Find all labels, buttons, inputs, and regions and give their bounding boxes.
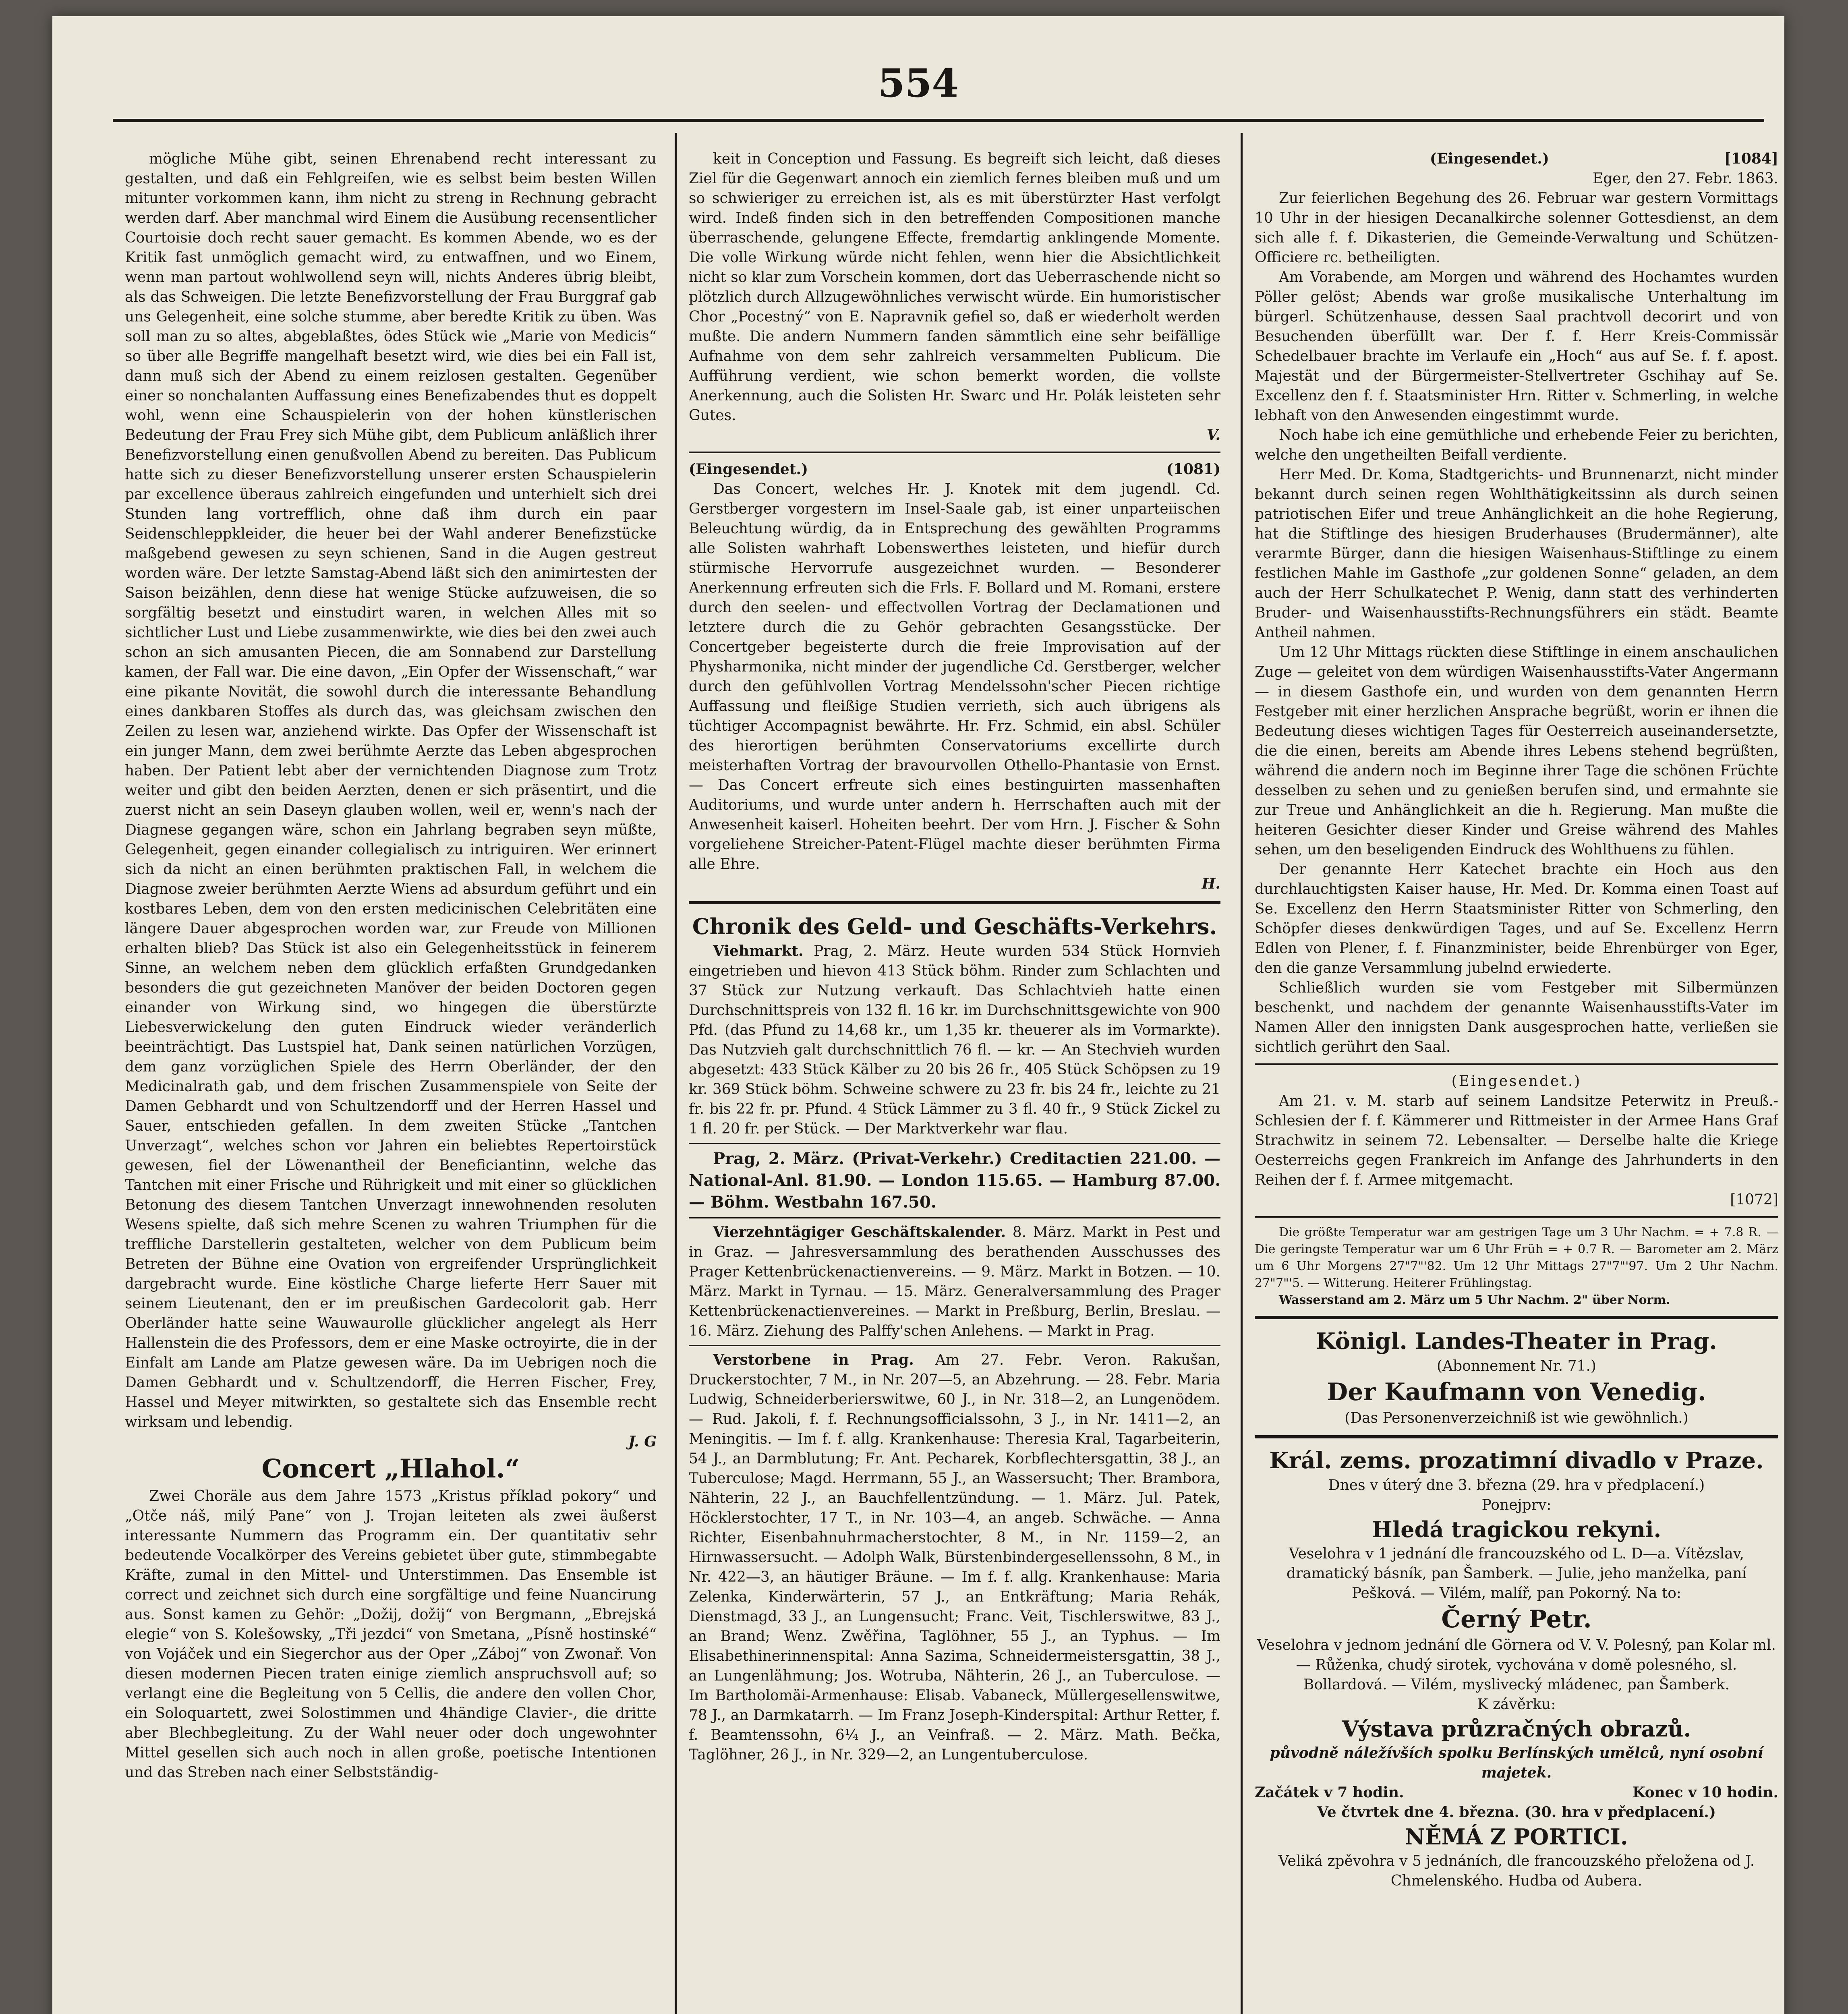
theatre-2-desc-2: Veselohra v jednom jednání dle Görnera od V. V. Polesný, pan Kolar ml. — Růženka, chudý sirotek, vychována v domě polesného, sl. Bollardová. — Vilém, myslivecký mládenec, pan Šamberk. [1257,1637,1776,1693]
knotek-concert-text: Das Concert, welches Hr. J. Knotek mit dem jugendl. Cd. Gerstberger vorgestern im Insel-Saale gab, ist einer unparteiischen Beleuchtung würdig, da in Entsprechung des gewählten Programms alle Solisten wahrhaft Lobenswerthes leisteten, und hiefür durch stürmische Hervorrufe ausgezeichnet wurden. — Besonderer Anerkennung erfreuten sich die Frls. F. Bollard und M. Romani, erstere durch den seelen- und effectvollen Vortrag der Declamationen und letztere durch die zu Gehör gebrachten Gesangsstücke. Der Concertgeber begeisterte durch die freie Improvisation auf der Physharmonika, nicht minder der jugendliche Cd. Gerstberger, welcher durch den gefühlvollen Vortrag Mendelssohn'scher Piecen richtige Auffassung und fleißige Studien verrieth, sich auch übrigens als tüchtiger Accompagnist bewährte. Hr. Frz. Schmid, ein absl. Schüler des hierortigen berühmten Conservatoriums excellirte durch meisterhaften Vortrag der bravourvollen Othello-Phantasie von Ernst. — Das Concert erfreute sich eines bestinguirten massenhaften Auditoriums, und wurde unter andern h. Herrschaften auch mit der Anwesenheit kaiserl. Hoheiten beehrt. Der vom Hrn. J. Fischer & Sohn vorgeliehene Streicher-Patent-Flügel machte dieser berühmten Firma alle Ehre. [689,481,1220,872]
theatre-2-puvodne: původně náležívších spolku Berlínských umělců, nyní osobní majetek. [1270,1745,1763,1781]
theatre-review-text: mögliche Mühe gibt, seinen Ehrenabend recht interessant zu gestalten, und daß ein Fehlgreifen, wie es selbst beim besten Willen mitunter vorkommen kann, ihm nicht zu streng in Rechnung gebracht werden darf. Aber manchmal wird Einem die Ausübung recensentlicher Courtoisie doch recht sauer gemacht. Es kommen Abende, wo es der Kritik fast unmöglich gemacht wird, zu entwaffnen, und wo Einem, wenn man partout wohlwollend seyn will, nichts Anderes übrig bleibt, als das Schweigen. Die letzte Benefizvorstellung der Frau Burggraf gab uns Gelegenheit, eine solche stumme, aber beredte Kritik zu üben. Was soll man zu so altes, abgeblaßtes, ödes Stück wie „Marie von Medicis“ so über alle Begriffe mangelhaft besetzt wird, wie dies bei ein Fall ist, dann muß sich der Abend zu einem reizlosen gestalten. Gegenüber einer so nonchalanten Auffassung eines Benefizabendes thut es doppelt wohl, wenn eine Schauspielerin von der hohen künstlerischen Bedeutung der Frau Frey sich Mühe gibt, dem Publicum anläßlich ihrer Benefizvorstellung einen genußvollen Abend zu bereiten. Das Publicum hatte sich zu dieser Benefizvorstellung unserer ersten Schauspielerin par excellence überaus zahlreich eingefunden und unterhielt sich drei Stunden lang vortrefflich, ohne daß ihm durch ein paar Seidenschleppkleider, die heuer bei der Wahl anderer Benefizstücke maßgebend gewesen zu seyn schienen, Sand in die Augen gestreut worden wäre. Der letzte Samstag-Abend läßt sich den animirtesten der Saison beizählen, denn diese hat wenige Stücke aufzuweisen, die so sorgfältig besetzt und einstudirt waren, in welchen Alles mit so sichtlicher Lust und Liebe zusammenwirkte, wie dies bei den zwei auch schon an sich amusanten Piecen, die am Sonnabend zur Darstellung kamen, der Fall war. Die eine davon, „Ein Opfer der Wissenschaft,“ war eine pikante Novität, die sowohl durch die interessante Behandlung eines dankbaren Stoffes als durch das, was gleichsam zwischen den Zeilen zu lesen war, anziehend wirkte. Das Opfer der Wissenschaft ist ein junger Mann, dem zwei berühmte Aerzte das Leben abgesprochen haben. Der Patient lebt aber der vernichtenden Diagnose zum Trotz weiter und gibt den beiden Aerzten, denen er sich präsentirt, und die zuerst nicht an sein Daseyn glauben wollen, weil er, wenn's nach der Diagnese gegangen wäre, schon ein Jahrlang begraben seyn müßte, Gelegenheit, gegen einander collegialisch zu intriguiren. Wer erinnert sich da nicht an einen berühmten praktischen Fall, in welchem die Diagnose zweier berühmten Aerzte Wiens ad absurdum geführt und ein kostbares Leben, dem von den ersten medicinischen Celebritäten eine längere Dauer abgesprochen worden war, zur Freude von Millionen erhalten blieb? Das Stück ist also ein Gelegenheitsstück in feinerem Sinne, an welchem neben dem glücklich erfaßten Grundgedanken besonders die gut gezeichneten Manöver der beiden Doctoren gegen einander von Wirkung sind, wo hingegen die überstürzte Liebesverwickelung den guten Eindruck wieder veränderlich beeinträchtigt. Das Lustspiel hat, Dank seinen natürlichen Vorzügen, dem ganz vorzüglichen Spiele des Herrn Oberländer, der den Medicinalrath gab, und dem frischen Zusammenspiele von Seite der Damen Gebhardt und von Schultzendorff und der Herren Hassel und Sauer, entschieden gefallen. In dem zweiten Stücke „Tantchen Unverzagt“, welches schon vor Jahren ein beliebtes Repertoirstück gewesen, fiel der Löwenantheil der Beneficiantinn, welche das Tantchen mit einer Frische und Rührigkeit und mit einer so glücklichen Betonung des diesem Tantchen Unverzagt innewohnenden resoluten Wesens spielte, daß sich mehre Scenen zu wahren Triumphen für die treffliche Darstellerin gestalteten, welcher von dem Publicum beim Betreten der Bühne eine Ovation von ergreifender Ursprünglichkeit dargebracht wurde. Eine köstliche Charge lieferte Herr Sauer mit seinem Lieutenant, den er im preußischen Gardecolorit gab. Herr Oberländer hatte seine Wauwaurolle glücklicher angelegt als Herr Hallenstein die des Professors, dem er eine Maske octroyirte, die in der Einfalt am Lande am Platze gewesen wäre. Da im Uebrigen noch die Damen Gebhardt und v. Schultzendorff, die Herren Fischer, Frey, Hassel und Meyer mitwirkten, so gestaltete sich das Ensemble recht wirksam und lebendig. [125,151,657,1430]
theatre-2-desc-3: Veliká zpěvohra v 5 jednáních, dle francouzského přeložena od J. Chmelenského. Hudba od Aubera. [1278,1853,1755,1889]
eger-report-p7: Schließlich wurden sie vom Festgeber mit Silbermünzen beschenkt, und nachdem der genannte Waisenhausstifts-Vater im Namen Aller den innigsten Dank ausgesprochen hatte, verließen sie sichtlich gerührt den Saal. [1255,980,1778,1055]
theatre-2-title: Král. zems. prozatimní divadlo v Praze. [1269,1447,1764,1474]
theatre-2-play-1: Hledá tragickou rekyni. [1371,1517,1662,1542]
divider [689,1345,1220,1346]
header-rule [113,119,1764,122]
column-divider-2 [1241,133,1243,2014]
eingesendet-header [689,460,1220,479]
theatre-2-times [1255,1783,1778,1803]
theatre-2-play-2: Černý Petr. [1441,1605,1592,1633]
concert-continuation-text: keit in Conception und Fassung. Es begreift sich leicht, daß dieses Ziel für die Gegenwart annoch ein ziemlich fernes bleiben muß und um so schwieriger zu erreichen ist, als es mit überstürzter Hast verfolgt wird. Indeß finden sich in den betreffenden Compositionen manche überraschende, gelungene Effecte, fremdartig anklingende Momente. Die volle Wirkung würde nicht fehlen, wenn hier die Absichtlichkeit nicht so klar zum Vorschein kommen, dort das Ueberraschende nicht so plötzlich durch Allzugewöhnliches verwischt würde. Ein humoristischer Chor „Pocestný“ von E. Napravnik gefiel so, daß er wiederholt werden mußte. Die andern Nummern fanden sämmtlich eine sehr beifällige Aufnahme von dem sehr zahlreich versammelten Publicum. Die Aufführung verdient, wie schon bemerkt worden, die vollste Anerkennung, auch die Solisten Hr. Swarc und Hr. Polák leisteten sehr Gutes. [689,151,1220,424]
eger-report-p4: Herr Med. Dr. Koma, Stadtgerichts- und Brunnenarzt, nicht minder bekannt durch seinen regen Wohlthätigkeitssinn als durch seinen patriotischen Eifer und treue Anhänglichkeit an die hohe Regierung, hat die Stiftlinge des hiesigen Bruderhauses (Brudermänner), alte verarmte Bürger, dann die hiesigen Waisenhaus-Stiftlinge zu einem festlichen Mahle im Gasthofe „zur goldenen Sonne“ geladen, an dem auch der Herr Schulkatechet P. Wenig, dann statt des verhinderten Bruder- und Waisenhausstifts-Rechnungsführers ein städt. Beamte Antheil nahmen. [1255,466,1778,641]
theatre-2-ponejprv: Ponejprv: [1481,1497,1552,1513]
eger-report-p6: Der genannte Herr Katechet brachte ein Hoch aus den durchlauchtigsten Kaiser hause, Hr. Med. Dr. Komma einen Toast auf Se. Excellenz den Herrn Staatsminister Ritter von Schmerling, den Schöpfer dieses denkwürdigen Tages, und auf Se. Excellenz Herrn Edlen von Plener, f. f. Finanzminister, beide Ehrenbürger von Eger, den die ganze Versammlung jubelnd erwiederte. [1255,861,1778,976]
eingesendet-number: (1081) [1166,461,1220,478]
geschaeftskalender-text: 8. März. Markt in Pest und in Graz. — Jahresversammlung des berathenden Ausschusses des Prager Kettenbrückenactienvereins. — 9. März. Markt in Botzen. — 10. März. Markt in Tyrnau. — 15. März. Generalversammlung des Prager Kettenbrückenactienvereines. — Markt in Preßburg, Berlin, Breslau. — 16. März. Ziehung des Palffy'schen Anlehens. — Markt in Prag. [689,1224,1220,1339]
divider [689,901,1220,904]
eingesendet-header [1255,149,1778,169]
knotek-signature: H. [1202,875,1220,892]
divider [1255,1435,1778,1438]
column-divider-1 [675,133,677,2014]
review-signature: J. G [628,1433,657,1450]
column-3 [1255,149,1778,2014]
theatre-2-zaver: K závěrku: [1477,1696,1556,1713]
theatre-2-end: Konec v 10 hodin. [1633,1784,1778,1801]
eingesendet-label: (Eingesendet.) [1430,150,1549,167]
viehmarkt-section [689,941,1220,1139]
concert-hlahol-text: Zwei Choräle aus dem Jahre 1573 „Kristus příklad pokory“ und „Otče náš, milý Pane“ von J. Trojan leiteten als zwei äußerst interessante Nummern das Programm ein. Der quantitativ sehr bedeutende Vocalkörper des Vereins gebietet über gute, stimmbegabte Kräfte, zumal in den Mittel- und Unterstimmen. Das Ensemble ist correct und zeichnet sich durch eine sorgfältige und feine Nuancirung aus. Sonst kamen zu Gehör: „Dožij, dožij“ von Bergmann, „Ebrejská elegie“ von S. Kolešowsky, „Tři jezdci“ von Smetana, „Písně hostinské“ von Vojáček und ein Siegerchor aus der Oper „Záboj“ von Zwonař. Von diesen modernen Piecen traten einige ziemlich anspruchsvoll auf; so verlangt eine die Begleitung von 5 Cellis, die andere den vollen Chor, ein Soloquartett, zwei Solostimmen und 4händige Clavier-, die dritte aber Blechbegleitung. Zu der Wahl neuer oder doch ungewohnter Mittel gesellen sich auch noch in allen große, poetische Intentionen und das Streben nach einer Selbstständig- [125,1488,657,1781]
water-level: Wasserstand am 2. März um 5 Uhr Nachm. 2" über Norm. [1279,1293,1670,1307]
verstorbene-section [689,1350,1220,1765]
divider [689,452,1220,453]
eger-report-p2: Am Vorabende, am Morgen und während des Hochamtes wurden Pöller gelöst; Abends war große musikalische Unterhaltung im bürgerl. Schützenhause, dessen Saal prachtvoll decorirt und von Besuchenden überfüllt war. Der f. f. Herr Kreis-Commissär Schedelbauer brachte im Verlaufe ein „Hoch“ aus auf Se. f. f. apost. Majestät und der Bürgermeister-Stellvertreter Gschihay auf Se. Excellenz den f. f. Staatsminister Hrn. Ritter v. Schmerling, in welche lebhaft von den Anwesenden eingestimmt wurde. [1255,269,1778,424]
theatre-2-play-3: NĚMÁ Z PORTICI. [1405,1824,1628,1850]
divider [1255,1216,1778,1218]
eingesendet-label-2: (Eingesendet.) [1451,1073,1582,1090]
eger-report-p1: Zur feierlichen Begehung des 26. Februar war gestern Vormittags 10 Uhr in der hiesigen Decanalkirche solenner Gottesdienst, an dem sich alle f. f. Dikasterien, die Gemeinde-Verwaltung und Schützen-Officiere rc. betheiligten. [1255,190,1778,266]
theatre-2-desc-1: Veselohra v 1 jednání dle francouzského od L. D—a. Vítězslav, dramatický básník, pan Šamberk. — Julie, jeho manželka, paní Pešková. — Vilém, malíř, pan Pokorný. Na to: [1286,1546,1747,1602]
geschaeftskalender-section [689,1222,1220,1341]
eingesendet-label: (Eingesendet.) [689,461,808,478]
page-number: 554 [878,60,959,106]
theatre-1-note: (Das Personenverzeichniß ist wie gewöhnlich.) [1345,1410,1688,1426]
weather-report: Die größte Temperatur war am gestrigen Tage um 3 Uhr Nachm. = + 7.8 R. — Die geringste Temperatur war um 6 Uhr Früh = + 0.7 R. — Barometer am 2. März um 6 Uhr Morgens 27"7"'82. Um 12 Uhr Mittags 27"7"'97. Um 2 Uhr Nachm. 27"7"'5. — Witterung. Heiterer Frühlingstag. [1255,1225,1778,1290]
verstorbene-heading: Verstorbene in Prag. [713,1351,914,1368]
concert-signature: V. [1206,427,1220,443]
chronik-heading: Chronik des Geld- und Geschäfts-Verkehrs. [692,914,1217,939]
eingesendet-number: [1084] [1724,150,1778,167]
viehmarkt-text: Prag, 2. März. Heute wurden 534 Stück Hornvieh eingetrieben und hievon 413 Stück böhm. Rinder zum Schlachten und 37 Stück zur Nutzung verkauft. Das Schlachtvieh hatte einen Durchschnittspreis von 132 fl. 16 kr. im Durchschnittsgewichte von 900 Pfd. (das Pfund zu 14,68 kr., um 1,35 kr. theuerer als im Vormarkte). Das Nutzvieh galt durchschnittlich 76 fl. — kr. — An Stechvieh wurden abgesetzt: 433 Stück Kälber zu 20 bis 26 fr., 405 Stück Schöpsen zu 19 kr. 369 Stück böhm. Schweine schwere zu 23 fr. bis 24 fr., leichte zu 21 fr. bis 22 fr. pr. Pfund. 4 Stück Lämmer zu 3 fl. 40 fr., 9 Stück Zickel zu 1 fl. 20 fr. per Stück. — Der Marktverkehr war flau. [689,943,1220,1137]
column-1 [125,149,657,2014]
viehmarkt-heading: Viehmarkt. [713,943,804,959]
dateline: Eger, den 27. Febr. 1863. [1592,170,1778,187]
concert-hlahol-heading: Concert „Hlahol.“ [261,1454,520,1484]
column-2 [689,149,1220,2014]
theatre-2-start: Začátek v 7 hodin. [1255,1784,1404,1801]
newspaper-page [52,16,1784,2014]
geschaeftskalender-heading: Vierzehntägiger Geschäftskalender. [713,1224,1006,1241]
divider [1255,1063,1778,1065]
eingesendet-number-2: [1072] [1730,1191,1778,1208]
eger-report-p3: Noch habe ich eine gemüthliche und erhebende Feier zu berichten, welche den ungetheilten Beifall verdiente. [1255,427,1778,463]
theatre-1-title: Königl. Landes-Theater in Prag. [1316,1328,1717,1355]
verstorbene-text: Am 27. Febr. Veron. Rakušan, Druckerstochter, 7 M., in Nr. 207—5, an Abzehrung. — 28. Febr. Maria Ludwig, Schneiderberierswitwe, 60 J., in Nr. 318—2, an Lungenödem. — Rud. Jakoli, f. f. Rechnungsofficialssohn, 3 J., in Nr. 1411—2, an Meningitis. — Im f. f. allg. Krankenhause: Theresia Kral, Tagarbeiterin, 54 J., an Darmblutung; Fr. Ant. Pecharek, Korbflechtersgattin, 38 J., an Tuberculose; Magd. Herrmann, 55 J., an Wassersucht; Ther. Brambora, Nähterin, 22 J., an Bauchfellentzündung. — 1. März. Jul. Patek, Höcklerstochter, 17 T., in Nr. 103—4, an angeb. Schwäche. — Anna Richter, Eisenbahnuhrmacherstochter, 8 M., in Nr. 1159—2, an Hirnwassersucht. — Adolph Walk, Bürstenbindergesellenssohn, 8 M., in Nr. 422—3, an häutiger Bräune. — Im f. f. allg. Krankenhause: Maria Zelenka, Kinderwärterin, 57 J., an Entkräftung; Maria Rehák, Dienstmagd, 33 J., an Lungensucht; Franc. Veit, Tischlerswitwe, 83 J., an Brand; Wenz. Zwěřina, Taglöhner, 55 J., an Typhus. — Im Elisabethinerinnenspital: Anna Sazima, Schneidermeistersgattin, 38 J., an Lungenlähmung; Jos. Wotruba, Nähterin, 26 J., an Tuberculose. — Im Bartholomäi-Armenhause: Elisab. Vabaneck, Müllergesellenswitwe, 78 J., an Darmkatarrh. — Im Franz Joseph-Kinderspital: Arthur Retter, f. f. Beamtenssohn, 6¼ J., an Veinfraß. — 2. März. Math. Bečka, Taglöhner, 26 J., in Nr. 329—2, an Lungentuberculose. [689,1352,1220,1763]
theatre-1-play: Der Kaufmann von Venedig. [1327,1378,1706,1406]
divider [1255,1316,1778,1319]
eger-report-p5: Um 12 Uhr Mittags rückten diese Stiftlinge in einem anschaulichen Zuge — geleitet von dem würdigen Waisenhausstifts-Vater Angermann — in diesem Gasthofe ein, und wurden von dem genannten Herrn Festgeber mit einer herzlichen Ansprache begrüßt, worin er ihnen die Bedeutung dieses wichtigen Tages für Oesterreich auseinandersetzte, die die einen, bereits am Abende ihres Lebens stehend begrüßten, während die andern noch im Beginne ihrer Tage die schönen Früchte desselben zu sehen und zu genießen berufen sind, und ermahnte sie zur Treue und Anhänglichkeit an die h. Regierung. Man mußte die heiteren Gesichter dieser Kinder und Greise während des Mahles sehen, um den beseligenden Eindruck des Wohlthuens zu fühlen. [1255,644,1778,858]
theatre-2-date: Dnes v úterý dne 3. března (29. hra v předplacení.) [1328,1477,1705,1494]
theatre-2-vystava: Výstava průzračných obrazů. [1342,1716,1691,1742]
boerse-text: Prag, 2. März. (Privat-Verkehr.) Creditactien 221.00. — National-Anl. 81.90. — London 115.65. — Hamburg 87.00. — Böhm. Westbahn 167.50. [689,1149,1220,1212]
theatre-2-thursday: Ve čtvrtek dne 4. března. (30. hra v předplacení.) [1317,1804,1716,1821]
theatre-1-abonnement: (Abonnement Nr. 71.) [1437,1358,1596,1374]
divider [689,1217,1220,1218]
divider [689,1143,1220,1144]
obituary-text: Am 21. v. M. starb auf seinem Landsitze Peterwitz in Preuß.-Schlesien der f. f. Kämmerer und Rittmeister in der Armee Hans Graf Strachwitz in seinem 72. Lebensalter. — Derselbe halte die Kriege Oesterreichs gegen Frankreich im Anfange des Jahrhunderts in den Reihen der f. f. Armee mitgemacht. [1255,1093,1778,1188]
